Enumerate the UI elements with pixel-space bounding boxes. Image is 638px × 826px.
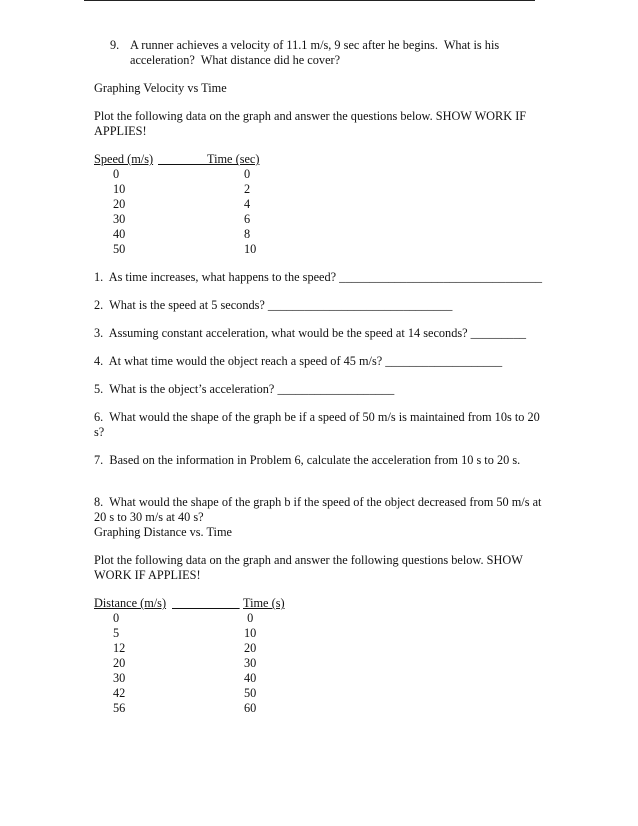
distance-time-cell: 10	[244, 626, 257, 640]
velocity-table-row	[94, 197, 554, 212]
speed-cell: 10	[113, 182, 126, 196]
distance-column-header: Distance (m/s)	[94, 596, 167, 610]
velocity-table-row	[94, 242, 554, 257]
question-9-number: 9.	[110, 38, 120, 52]
question-9-line-1: A runner achieves a velocity of 11.1 m/s, 9 sec after he begins. What is his	[130, 38, 500, 52]
distance-cell: 12	[113, 641, 126, 655]
distance-cell: 20	[113, 656, 126, 670]
speed-column-header: Speed (m/s)	[94, 152, 154, 166]
distance-data-table	[94, 596, 554, 716]
distance-cell: 30	[113, 671, 126, 685]
speed-cell: 50	[113, 242, 126, 256]
distance-time-cell: 0	[244, 611, 254, 625]
question-4: 4. At what time would the object reach a speed of 45 m/s? ___________________	[94, 354, 503, 368]
speed-cell: 20	[113, 197, 126, 211]
time-cell: 6	[244, 212, 251, 226]
velocity-table-row	[94, 212, 554, 227]
time-cell: 8	[244, 227, 251, 241]
velocity-data-table	[94, 152, 554, 257]
distance-table-row	[94, 701, 554, 716]
time-cell: 4	[244, 197, 251, 211]
velocity-table-row	[94, 167, 554, 182]
question-7: 7. Based on the information in Problem 6, calculate the acceleration from 10 s to 20 s.	[94, 453, 521, 467]
worksheet-page	[94, 38, 554, 716]
distance-cell: 42	[113, 686, 126, 700]
distance-time-cell: 40	[244, 671, 257, 685]
question-2: 2. What is the speed at 5 seconds? ______________________________	[94, 298, 453, 312]
distance-time-cell: 20	[244, 641, 257, 655]
distance-time-cell: 50	[244, 686, 257, 700]
time-cell: 2	[244, 182, 251, 196]
question-3: 3. Assuming constant acceleration, what would be the speed at 14 seconds? _________	[94, 326, 526, 340]
distance-table-row	[94, 611, 554, 626]
distance-time-column-header: Time (s)	[243, 596, 285, 610]
distance-section-heading: Graphing Distance vs. Time	[94, 525, 232, 539]
question-5: 5. What is the object’s acceleration? ___________________	[94, 382, 395, 396]
distance-table-header	[94, 596, 554, 611]
velocity-table-row	[94, 182, 554, 197]
question-9-line-2: acceleration? What distance did he cover?	[130, 53, 341, 67]
distance-cell: 0	[113, 611, 120, 625]
distance-instructions: Plot the following data on the graph and answer the following questions below. SHOW WORK IF APPLIES!	[94, 553, 526, 582]
distance-table-row	[94, 671, 554, 686]
velocity-instructions: Plot the following data on the graph and answer the questions below. SHOW WORK IF APPLIES!	[94, 109, 529, 138]
velocity-section-heading: Graphing Velocity vs Time	[94, 81, 227, 95]
time-column-header: Time (sec)	[207, 152, 260, 166]
speed-cell: 40	[113, 227, 126, 241]
speed-cell: 0	[113, 167, 120, 181]
question-6: 6. What would the shape of the graph be if a speed of 50 m/s is maintained from 10s to 20 s?	[94, 410, 543, 439]
distance-table-row	[94, 686, 554, 701]
question-1: 1. As time increases, what happens to the speed? _________________________________	[94, 270, 543, 284]
distance-cell: 56	[113, 701, 126, 715]
distance-table-row	[94, 656, 554, 671]
top-rule	[84, 0, 535, 1]
distance-cell: 5	[113, 626, 120, 640]
distance-table-row	[94, 641, 554, 656]
time-cell: 0	[244, 167, 251, 181]
distance-time-cell: 30	[244, 656, 257, 670]
question-9	[94, 38, 554, 68]
question-8: 8. What would the shape of the graph b if the speed of the object decreased from 50 m/s at 20 s to 30 m/s at 40 s?	[94, 495, 545, 524]
distance-time-cell: 60	[244, 701, 257, 715]
velocity-table-header	[94, 152, 554, 167]
speed-cell: 30	[113, 212, 126, 226]
time-cell: 10	[244, 242, 257, 256]
velocity-table-row	[94, 227, 554, 242]
distance-table-row	[94, 626, 554, 641]
